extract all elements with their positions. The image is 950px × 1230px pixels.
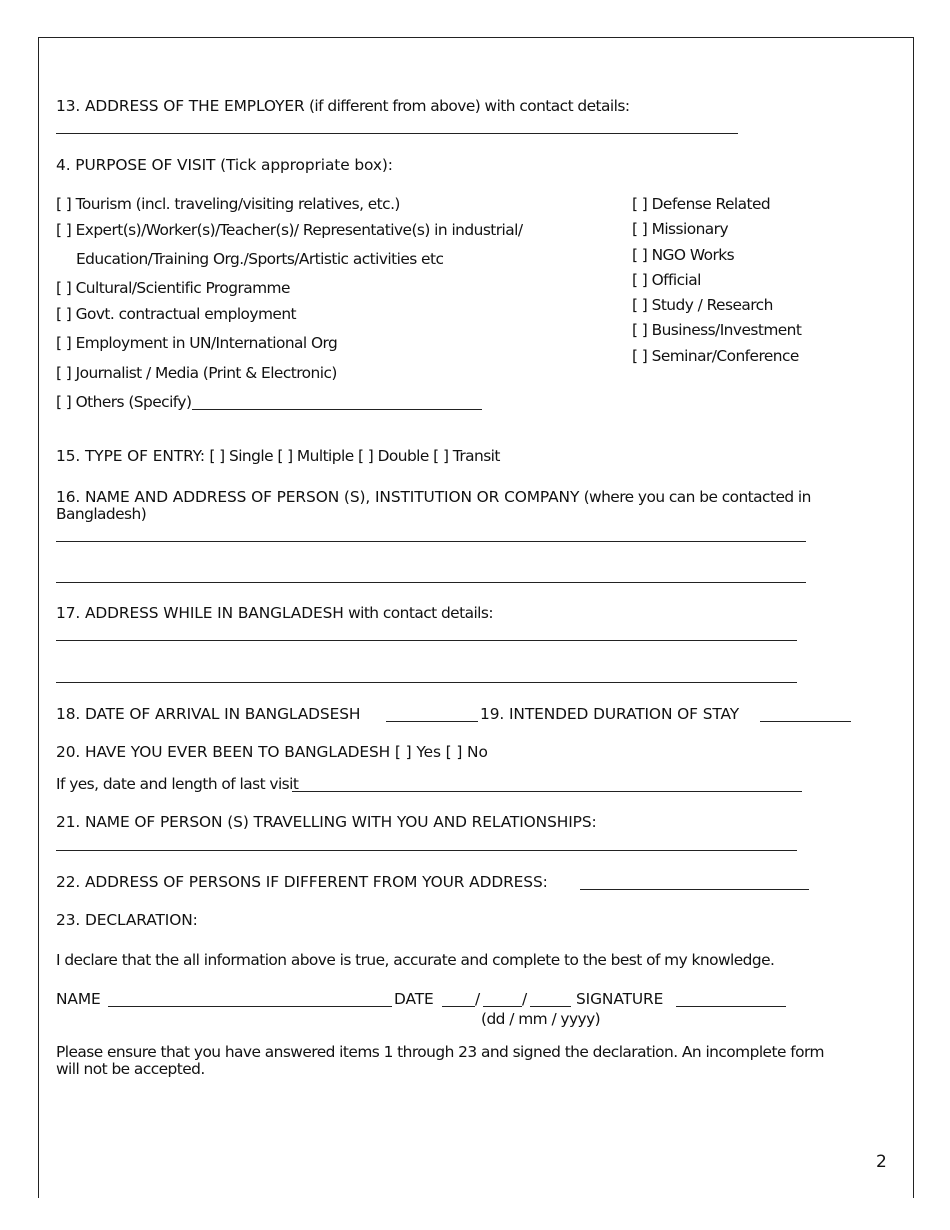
- purpose-option-cultural[interactable]: [ ] Cultural/Scientific Programme: [56, 279, 290, 297]
- q21-label: 21. NAME OF PERSON (S) TRAVELLING WITH YOU AND RELATIONSHIPS:: [56, 813, 597, 831]
- q13-heading: [56, 97, 629, 115]
- purpose-option-business[interactable]: [ ] Business/Investment: [632, 321, 802, 339]
- date-label: DATE: [394, 990, 434, 1008]
- q14-label: 4. PURPOSE OF VISIT (Tick appropriate box):: [56, 156, 393, 174]
- purpose-option-expert-cont: Education/Training Org./Sports/Artistic activities etc: [76, 250, 444, 268]
- q20-followup: If yes, date and length of last visit: [56, 775, 299, 793]
- purpose-option-others[interactable]: [ ] Others (Specify): [56, 393, 192, 411]
- purpose-option-study[interactable]: [ ] Study / Research: [632, 296, 773, 314]
- name-field[interactable]: [108, 1006, 392, 1007]
- others-specify-field[interactable]: [192, 409, 482, 410]
- page-number: 2: [876, 1152, 887, 1172]
- date-year-field[interactable]: [530, 1006, 571, 1007]
- companions-field[interactable]: [56, 850, 797, 851]
- purpose-option-seminar[interactable]: [ ] Seminar/Conference: [632, 347, 799, 365]
- date-separator-2: /: [522, 990, 527, 1008]
- purpose-option-missionary[interactable]: [ ] Missionary: [632, 220, 728, 238]
- signature-label: SIGNATURE: [576, 990, 664, 1008]
- purpose-option-un[interactable]: [ ] Employment in UN/International Org: [56, 334, 338, 352]
- purpose-option-govt[interactable]: [ ] Govt. contractual employment: [56, 305, 297, 323]
- q16-heading: [56, 489, 846, 523]
- purpose-option-tourism[interactable]: [ ] Tourism (incl. traveling/visiting relatives, etc.): [56, 195, 400, 213]
- q15-options[interactable]: [ ] Single [ ] Multiple [ ] Double [ ] Transit: [209, 447, 500, 465]
- last-visit-field[interactable]: [292, 791, 802, 792]
- footer-note: Please ensure that you have answered items 1 through 23 and signed the declaration. An incomplete form will not be accepted.: [56, 1043, 824, 1078]
- purpose-option-expert[interactable]: [ ] Expert(s)/Worker(s)/Teacher(s)/ Representative(s) in industrial/: [56, 221, 523, 239]
- q17-note: with contact details:: [348, 604, 494, 622]
- arrival-date-field[interactable]: [386, 721, 478, 722]
- signature-field[interactable]: [676, 1006, 786, 1007]
- q23-label: 23. DECLARATION:: [56, 911, 198, 929]
- declaration-statement: I declare that the all information above is true, accurate and complete to the best of my knowledge.: [56, 951, 775, 969]
- purpose-option-official[interactable]: [ ] Official: [632, 271, 701, 289]
- date-month-field[interactable]: [483, 1006, 522, 1007]
- q18-label: 18. DATE OF ARRIVAL IN BANGLADSESH: [56, 705, 361, 723]
- q15-entry-type: [56, 447, 500, 465]
- q13-note: (if different from above) with contact details:: [308, 97, 630, 115]
- q16-contact-field-line1[interactable]: [56, 541, 806, 542]
- q16-contact-field-line2[interactable]: [56, 582, 806, 583]
- name-label: NAME: [56, 990, 101, 1008]
- q13-employer-address-field[interactable]: [56, 133, 738, 134]
- q19-label: 19. INTENDED DURATION OF STAY: [480, 705, 740, 723]
- q13-label: 13. ADDRESS OF THE EMPLOYER: [56, 97, 305, 115]
- q17-label: 17. ADDRESS WHILE IN BANGLADESH: [56, 604, 344, 622]
- q15-label: 15. TYPE OF ENTRY:: [56, 447, 206, 465]
- duration-field[interactable]: [760, 721, 851, 722]
- q17-address-field-line2[interactable]: [56, 682, 797, 683]
- purpose-option-ngo[interactable]: [ ] NGO Works: [632, 246, 735, 264]
- purpose-option-defense[interactable]: [ ] Defense Related: [632, 195, 771, 213]
- q22-label: 22. ADDRESS OF PERSONS IF DIFFERENT FROM YOUR ADDRESS:: [56, 873, 548, 891]
- q20-label[interactable]: 20. HAVE YOU EVER BEEN TO BANGLADESH [ ] Yes [ ] No: [56, 743, 488, 761]
- persons-address-field[interactable]: [580, 889, 809, 890]
- date-format-hint: (dd / mm / yyyy): [481, 1010, 601, 1028]
- q16-note: (where you can be contacted in Bangladesh): [56, 488, 811, 523]
- q17-address-field-line1[interactable]: [56, 640, 797, 641]
- date-separator-1: /: [475, 990, 480, 1008]
- date-day-field[interactable]: [442, 1006, 475, 1007]
- q17-heading: [56, 604, 493, 622]
- purpose-option-journalist[interactable]: [ ] Journalist / Media (Print & Electronic): [56, 364, 337, 382]
- q16-label: 16. NAME AND ADDRESS OF PERSON (S), INSTITUTION OR COMPANY: [56, 488, 580, 506]
